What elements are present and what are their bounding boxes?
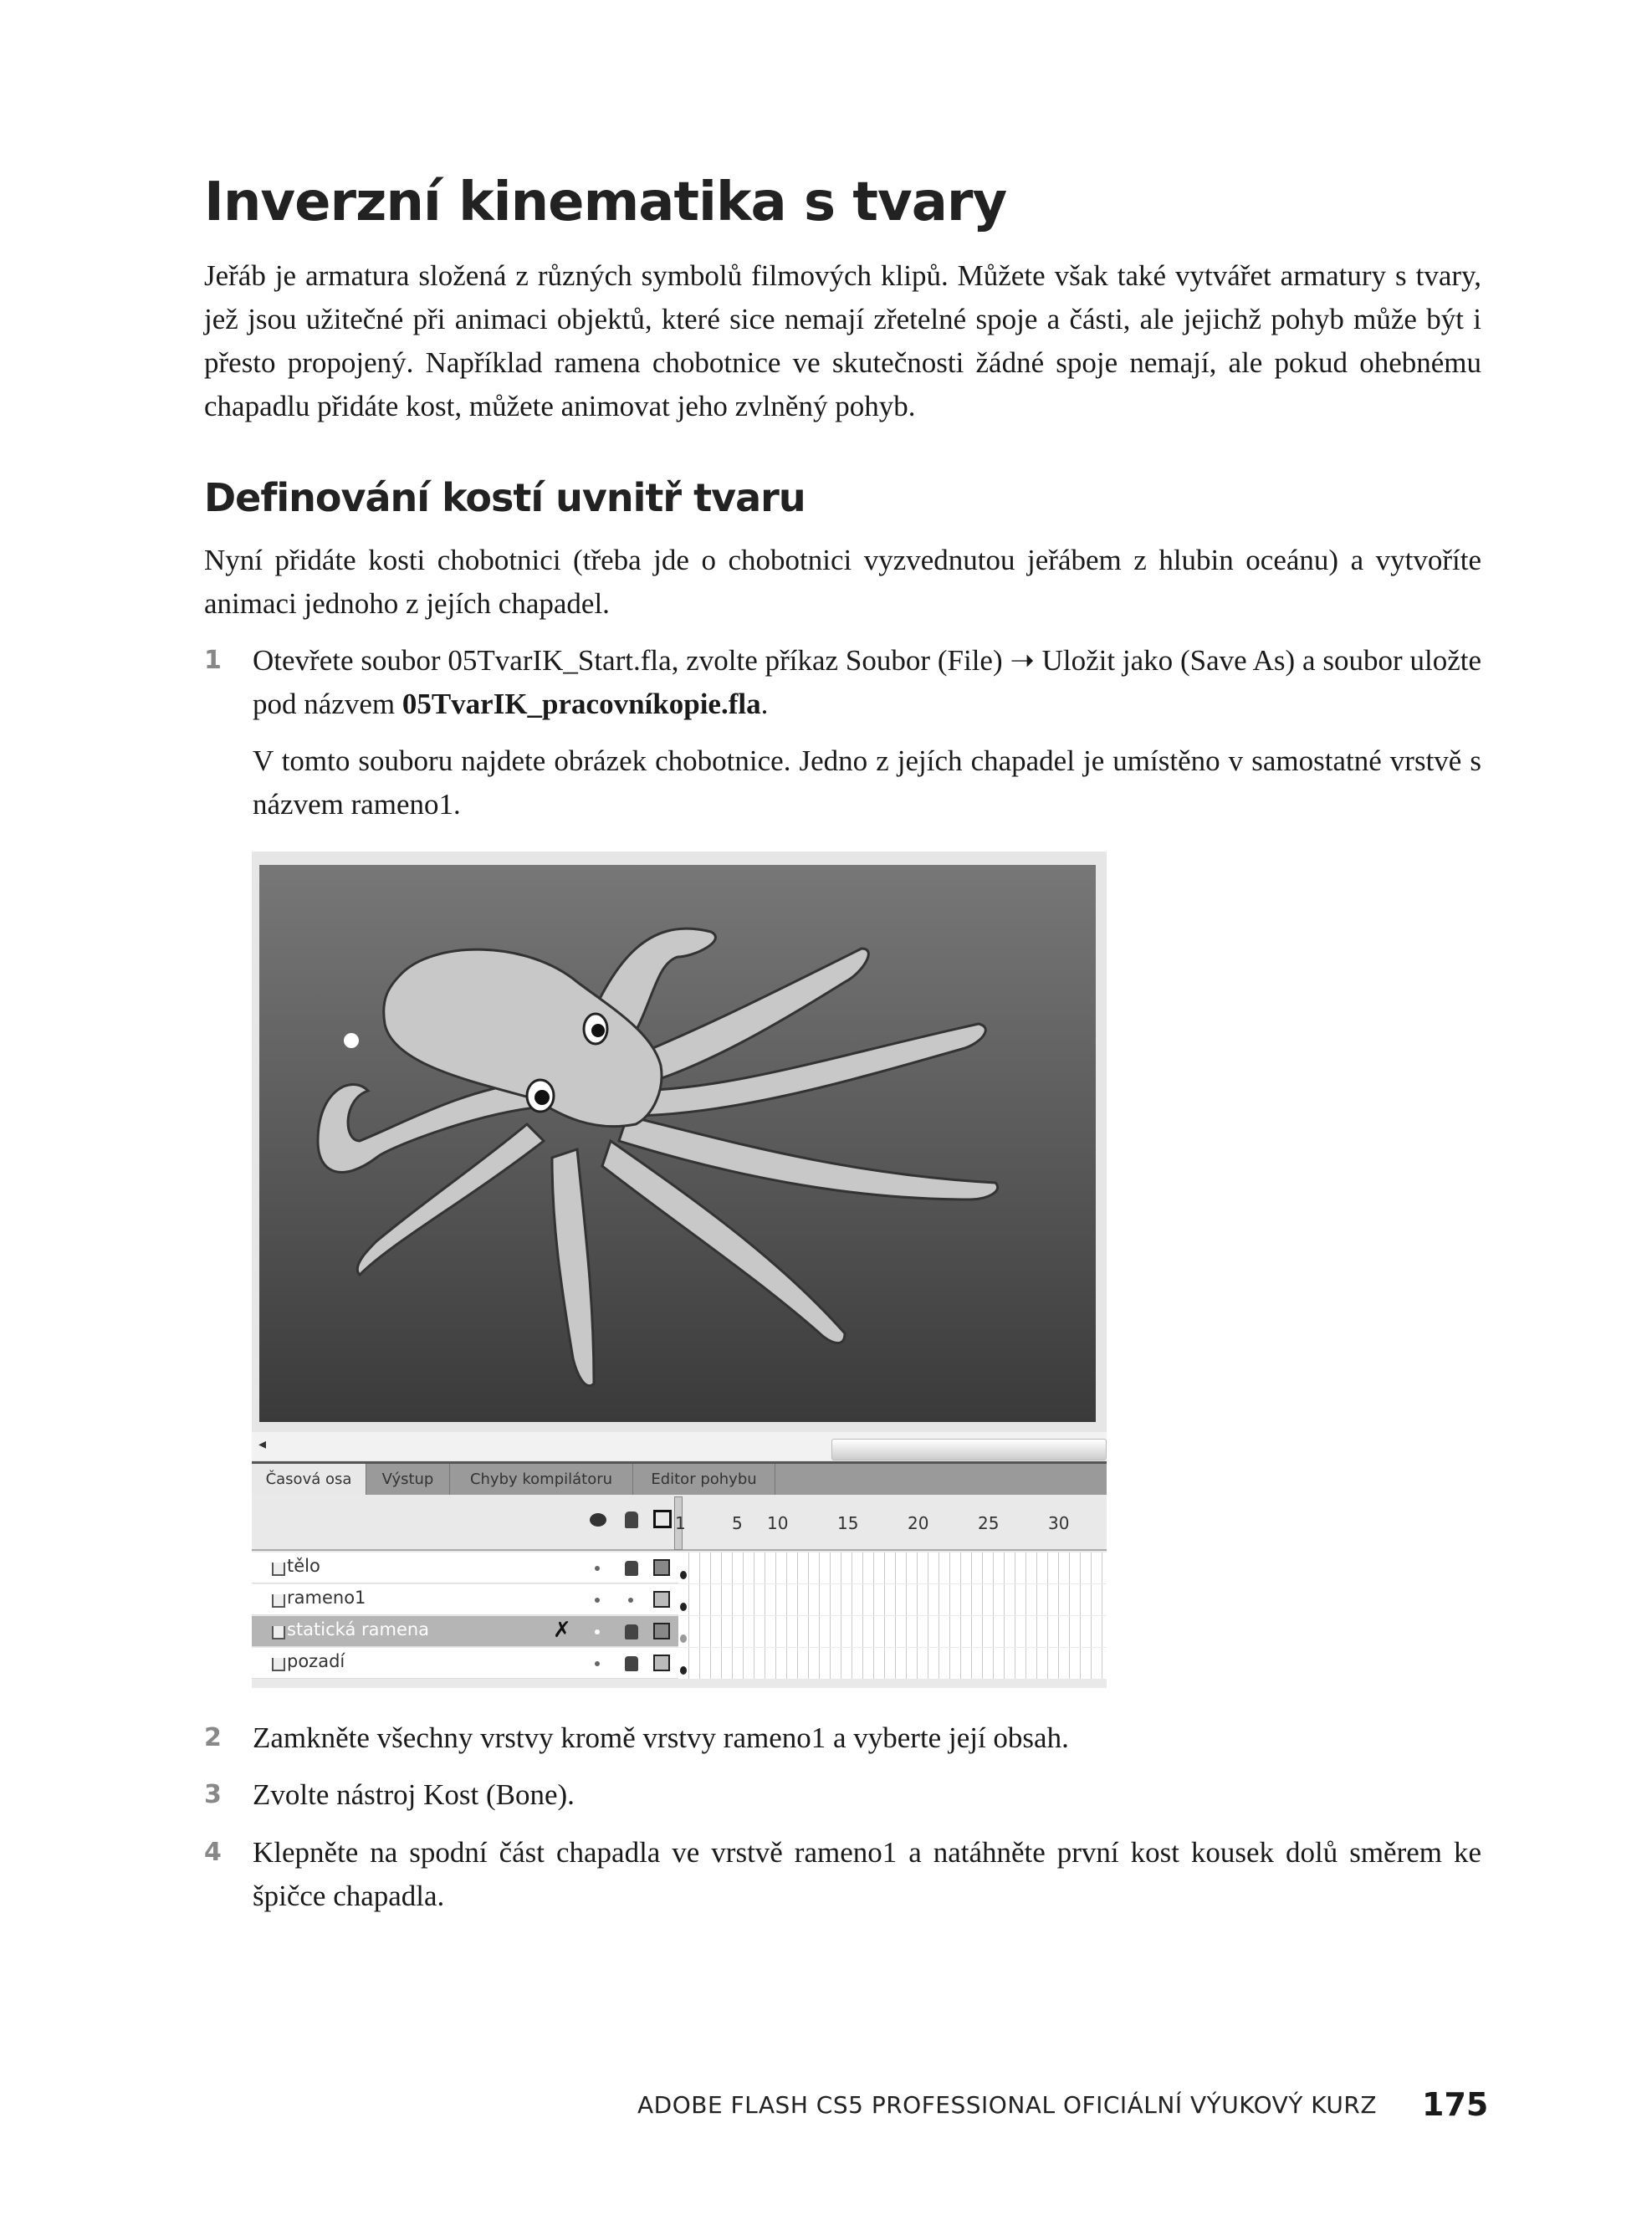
eye-icon[interactable]: [590, 1513, 606, 1527]
timeline: [252, 1495, 1107, 1688]
frame-number: 30: [1048, 1513, 1070, 1533]
frame-number: 1: [675, 1513, 686, 1533]
intro-paragraph: Jeřáb je armatura složená z různých symbolů filmových klipů. Můžete však také vytvářet armatury s tvary, jež jsou užitečné při animaci objektů, které sice nemají zřetelné spoje a části, ale jejichž pohyb může být i přesto propojený. Například ramena chobotnice ve skutečnosti žádné spoje nemají, ale pokud ohebnému chapadlu přidáte kost, můžete animovat jeho zvlněný pohyb.: [204, 259, 1481, 422]
visibility-dot[interactable]: [595, 1598, 600, 1603]
step-text: Zvolte nástroj Kost (Bone).: [253, 1778, 575, 1811]
layer-name[interactable]: pozadí: [287, 1651, 345, 1671]
layer-row[interactable]: [252, 1584, 1107, 1615]
frame-number: 10: [767, 1513, 789, 1533]
layer-row-selected[interactable]: [252, 1616, 1107, 1647]
step-3: [204, 1773, 1481, 1817]
step-text: Zamkněte všechny vrstvy kromě vrstvy rameno1 a vyberte její obsah.: [253, 1721, 1069, 1754]
step-note: V tomto souboru najdete obrázek chobotnice. Jedno z jejích chapadel je umístěno v samostatné vrstvě s názvem rameno1.: [253, 744, 1481, 821]
tab-compiler-errors[interactable]: Chyby kompilátoru: [450, 1464, 633, 1495]
visibility-dot[interactable]: [595, 1629, 600, 1634]
scroll-left-arrow-icon[interactable]: ◂: [258, 1435, 267, 1452]
visibility-dot[interactable]: [595, 1566, 600, 1571]
step-text-end: .: [760, 688, 769, 720]
panel-tabs: [252, 1461, 1107, 1495]
pencil-crossed-icon: ✗: [553, 1618, 571, 1642]
keyframe[interactable]: [680, 1603, 687, 1611]
file-name: 05TvarIK_pracovníkopie.fla: [401, 688, 761, 720]
step-number: 3: [204, 1780, 222, 1809]
tab-timeline[interactable]: Časová osa: [252, 1464, 366, 1495]
outline-color-icon[interactable]: [653, 1655, 670, 1671]
stage: [259, 865, 1096, 1422]
outline-color-icon[interactable]: [653, 1559, 670, 1576]
step-number: 2: [204, 1723, 222, 1752]
layer-name[interactable]: tělo: [287, 1556, 320, 1576]
tab-motion-editor[interactable]: Editor pohybu: [633, 1464, 775, 1495]
keyframe[interactable]: [680, 1634, 687, 1643]
lock-icon[interactable]: [625, 1561, 638, 1576]
step-number: 4: [204, 1838, 222, 1867]
outline-icon[interactable]: [653, 1510, 672, 1528]
visibility-dot[interactable]: [595, 1661, 600, 1666]
keyframe[interactable]: [680, 1571, 687, 1579]
layer-row[interactable]: [252, 1648, 1107, 1679]
page-number: 175: [1422, 2086, 1489, 2123]
lock-icon[interactable]: [625, 1656, 638, 1671]
horizontal-scrollbar[interactable]: [252, 1432, 1107, 1460]
frame-number: 5: [732, 1513, 743, 1533]
frames[interactable]: [678, 1552, 1107, 1583]
flash-screenshot: [252, 852, 1107, 1688]
octopus-illustration: [259, 865, 1096, 1422]
lock-icon[interactable]: [625, 1511, 638, 1528]
step-text: Klepněte na spodní část chapadla ve vrstvě rameno1 a natáhněte první kost kousek dolů směrem ke špičce chapadla.: [253, 1836, 1481, 1912]
scrollbar-thumb[interactable]: [831, 1439, 1107, 1460]
page-title: Inverzní kinematika s tvary: [204, 171, 1007, 233]
step-2: [204, 1716, 1481, 1760]
layer-name[interactable]: rameno1: [287, 1588, 366, 1608]
frames[interactable]: [678, 1648, 1107, 1679]
frames[interactable]: [678, 1616, 1107, 1647]
section-intro: Nyní přidáte kosti chobotnici (třeba jde o chobotnici vyzvednutou jeřábem z hlubin oceánu) a vytvoříte animaci jednoho z jejích chapadel.: [204, 544, 1481, 620]
frame-number: 25: [978, 1513, 1000, 1533]
frames[interactable]: [678, 1584, 1107, 1615]
lock-dot[interactable]: [628, 1598, 633, 1603]
layer-icon: [272, 1563, 285, 1576]
outline-color-icon[interactable]: [653, 1623, 670, 1639]
outline-color-icon[interactable]: [653, 1591, 670, 1608]
section-title: Definování kostí uvnitř tvaru: [204, 475, 806, 520]
layer-icon: [272, 1626, 285, 1639]
layer-icon: [272, 1658, 285, 1671]
lock-icon[interactable]: [625, 1624, 638, 1639]
timeline-header: [252, 1495, 1107, 1551]
step-1: [204, 639, 1481, 826]
step-number: 1: [204, 646, 222, 675]
step-4: [204, 1831, 1481, 1918]
layer-icon: [272, 1594, 285, 1608]
layer-row[interactable]: [252, 1552, 1107, 1583]
running-footer: ADOBE FLASH CS5 PROFESSIONAL OFICIÁLNÍ VÝUKOVÝ KURZ: [637, 2091, 1378, 2119]
keyframe[interactable]: [680, 1666, 687, 1675]
step-text: Otevřete soubor 05TvarIK_Start.fla, zvolte příkaz Soubor (File) ➝ Uložit jako (Save As) a soubor uložte pod názvem: [253, 644, 1481, 720]
tab-output[interactable]: Výstup: [366, 1464, 450, 1495]
layer-name[interactable]: statická ramena: [287, 1619, 430, 1639]
frame-number: 15: [837, 1513, 859, 1533]
frame-number: 20: [908, 1513, 929, 1533]
